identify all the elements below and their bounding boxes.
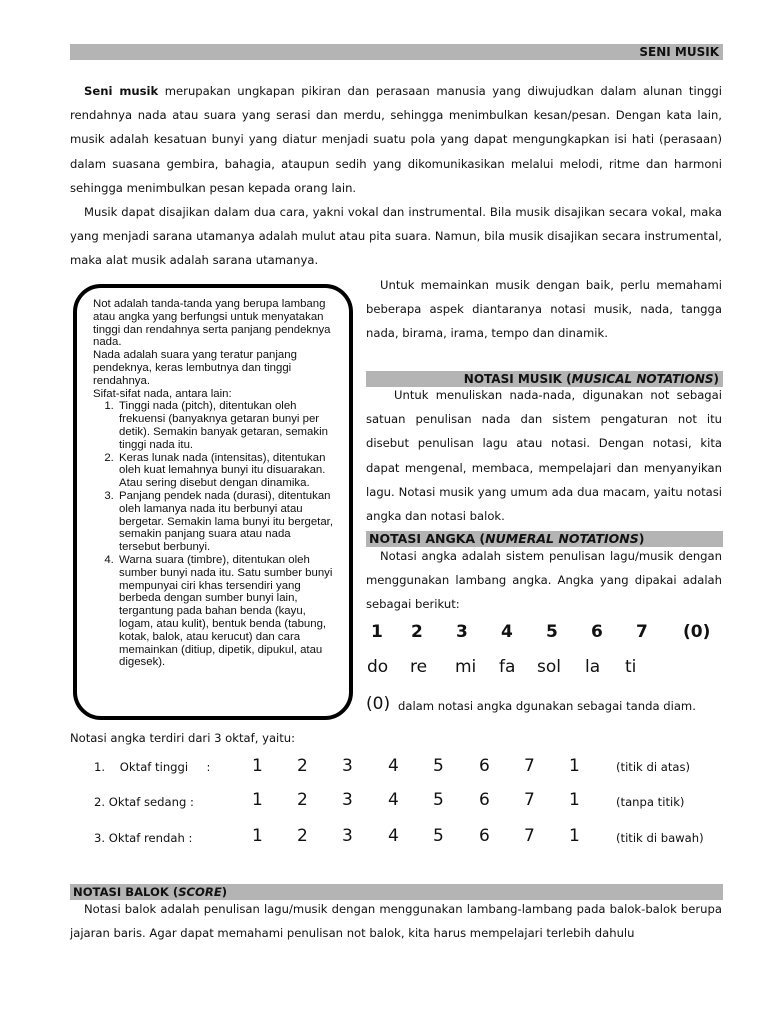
oktaf-number: 7 [524, 790, 535, 810]
solfege-row [0, 657, 768, 679]
oktaf-number: 5 [433, 790, 444, 810]
solfege: do [367, 657, 389, 677]
heading-text: ) [638, 531, 645, 546]
intro-text: merupakan ungkapan pikiran dan perasaan manusia yang diwujudkan dalam alunan tinggi rendahnya nada atau suara yang serasi dan merdu, sehingga menimbulkan kesan/pesan. Dengan kata lain, musik adalah kesatuan bunyi yang diatur menjadi suatu pola yang dapat mengungkapkan isi hati (perasaan) dalam suasana gembira, bahagia, ataupun sedih yang dikomunikasikan melalui melodi, ritme dan harmoni sehingga menimbulkan pesan kepada orang lain. [70, 84, 722, 195]
intro-paragraph-1 [70, 79, 722, 200]
oktaf-number: 1 [252, 790, 263, 810]
oktaf-number: 2 [297, 826, 308, 846]
solfege: fa [499, 657, 516, 677]
oktaf-number: 7 [524, 756, 535, 776]
list-item: 4. Warna suara (timbre), ditentukan oleh sumber bunyi nada itu. Satu sumber bunyi mempunyai ciri khas tersendiri yang berbeda dengan sumber bunyi lain, tergantung pada bahan benda (kayu, logam, atau kulit), bentuk benda (tabung, kotak, balok, atau kerucut) dan cara memainkan (ditiup, dipetik, dipukul, atau digesek). [117, 554, 333, 669]
oktaf-number: 3 [342, 826, 353, 846]
oktaf-label-sedang: 2. Oktaf sedang : [94, 795, 194, 809]
heading-text: ) [713, 372, 719, 386]
oktaf-number: 4 [388, 790, 399, 810]
oktaf-label-rendah: 3. Oktaf rendah : [94, 831, 193, 845]
oktaf-number: 6 [479, 826, 490, 846]
box-paragraph-sifat: Sifat-sifat nada, antara lain: [93, 387, 232, 400]
heading-italic: SCORE [178, 885, 222, 899]
oktaf-number: 3 [342, 756, 353, 776]
solfege: sol [537, 657, 561, 677]
definition-box-content [93, 298, 333, 669]
numeral-rest: (0) [683, 622, 711, 642]
box-paragraph-nada: Nada adalah suara yang teratur panjang pendeknya, keras lembutnya dan tinggi rendahnya. [93, 349, 297, 387]
oktaf-note-tinggi: (titik di atas) [616, 760, 691, 774]
notasi-angka-paragraph: Notasi angka adalah sistem penulisan lagu/musik dengan menggunakan lambang angka. Angka yang dipakai adalah sebagai berikut: [366, 549, 722, 612]
solfege: ti [625, 657, 637, 677]
intro-bold-term: Seni musik [84, 84, 159, 98]
oktaf-number: 1 [252, 756, 263, 776]
oktaf-number: 4 [388, 826, 399, 846]
oktaf-note-sedang: (tanpa titik) [616, 795, 685, 809]
page-title: SENI MUSIK [70, 44, 723, 60]
numeral-row [0, 622, 768, 644]
box-paragraph-not: Not adalah tanda-tanda yang berupa lambang atau angka yang berfungsi untuk menyatakan tinggi dan rendahnya serta panjang pendeknya nada. [93, 298, 331, 349]
oktaf-label-tinggi: 1. Oktaf tinggi : [94, 760, 211, 774]
oktaf-number: 6 [479, 756, 490, 776]
intro-paragraph-2: Musik dapat disajikan dalam dua cara, yakni vokal dan instrumental. Bila musik disajikan secara vokal, maka yang menjadi sarana utamanya adalah mulut atau pita suara. Namun, bila musik disajikan secara instrumental, maka alat musik adalah sarana utamanya. [70, 205, 722, 268]
oktaf-number: 2 [297, 790, 308, 810]
notasi-balok-paragraph: Notasi balok adalah penulisan lagu/musik dengan menggunakan lambang-lambang pada balok-balok berupa jajaran baris. Agar dapat memahami penulisan not balok, kita harus mempelajari terlebih dahulu [70, 902, 722, 941]
oktaf-number: 5 [433, 756, 444, 776]
rest-symbol-text: (0) [366, 694, 391, 714]
numeral: 6 [591, 622, 603, 642]
list-item: 3. Panjang pendek nada (durasi), ditentukan oleh lamanya nada itu berbunyi atau bergetar. Semakin lama bunyi itu bergetar, semakin panjang suara atau nada tersebut berbunyi. [117, 490, 333, 554]
heading-text: NOTASI ANGKA ( [369, 531, 486, 546]
rest-symbol [366, 694, 391, 716]
oktaf-note-rendah: (titik di bawah) [616, 831, 704, 845]
list-item: 1. Tinggi nada (pitch), ditentukan oleh frekuensi (banyaknya getaran bunyi per detik). Semakin banyak getaran, semakin tinggi nada itu. [117, 400, 333, 451]
oktaf-number: 7 [524, 826, 535, 846]
oktaf-number: 2 [297, 756, 308, 776]
numeral: 3 [456, 622, 468, 642]
numeral: 4 [501, 622, 513, 642]
oktaf-number: 3 [342, 790, 353, 810]
oktaf-number: 1 [569, 826, 580, 846]
oktaf-number: 1 [569, 790, 580, 810]
oktaf-number: 6 [479, 790, 490, 810]
numeral: 2 [411, 622, 423, 642]
oktaf-number: 1 [252, 826, 263, 846]
heading-text: NOTASI MUSIK ( [463, 372, 572, 386]
numeral: 7 [636, 622, 648, 642]
oktaf-number: 4 [388, 756, 399, 776]
heading-text: NOTASI BALOK ( [73, 885, 179, 899]
solfege: la [585, 657, 601, 677]
oktaf-number: 1 [569, 756, 580, 776]
oktaf-intro: Notasi angka terdiri dari 3 oktaf, yaitu: [70, 731, 296, 745]
heading-text: ) [221, 885, 228, 899]
numeral: 1 [371, 622, 383, 642]
list-item: 2. Keras lunak nada (intensitas), ditentukan oleh kuat lemahnya bunyi itu disuarakan. Atau sering disebut dengan dinamika. [117, 452, 333, 490]
solfege: re [410, 657, 428, 677]
notasi-musik-paragraph: Untuk menuliskan nada-nada, digunakan not sebagai satuan penulisan nada dan sistem pengaturan not itu disebut penulisan lagu atau notasi. Dengan notasi, kita dapat mengenal, membaca, mempelajari dan menyanyikan lagu. Notasi musik yang umum ada dua macam, yaitu notasi angka dan notasi balok. [366, 388, 722, 524]
numeral: 5 [546, 622, 558, 642]
definition-box [73, 284, 353, 720]
oktaf-number: 5 [433, 826, 444, 846]
rest-description: dalam notasi angka dgunakan sebagai tanda diam. [398, 699, 696, 713]
intro-paragraph-3: Untuk memainkan musik dengan baik, perlu memahami beberapa aspek diantaranya notasi musik, nada, tangga nada, birama, irama, tempo dan dinamik. [366, 278, 722, 341]
solfege: mi [455, 657, 477, 677]
heading-italic: MUSICAL NOTATIONS [571, 372, 714, 386]
heading-italic: NUMERAL NOTATIONS [485, 531, 639, 546]
